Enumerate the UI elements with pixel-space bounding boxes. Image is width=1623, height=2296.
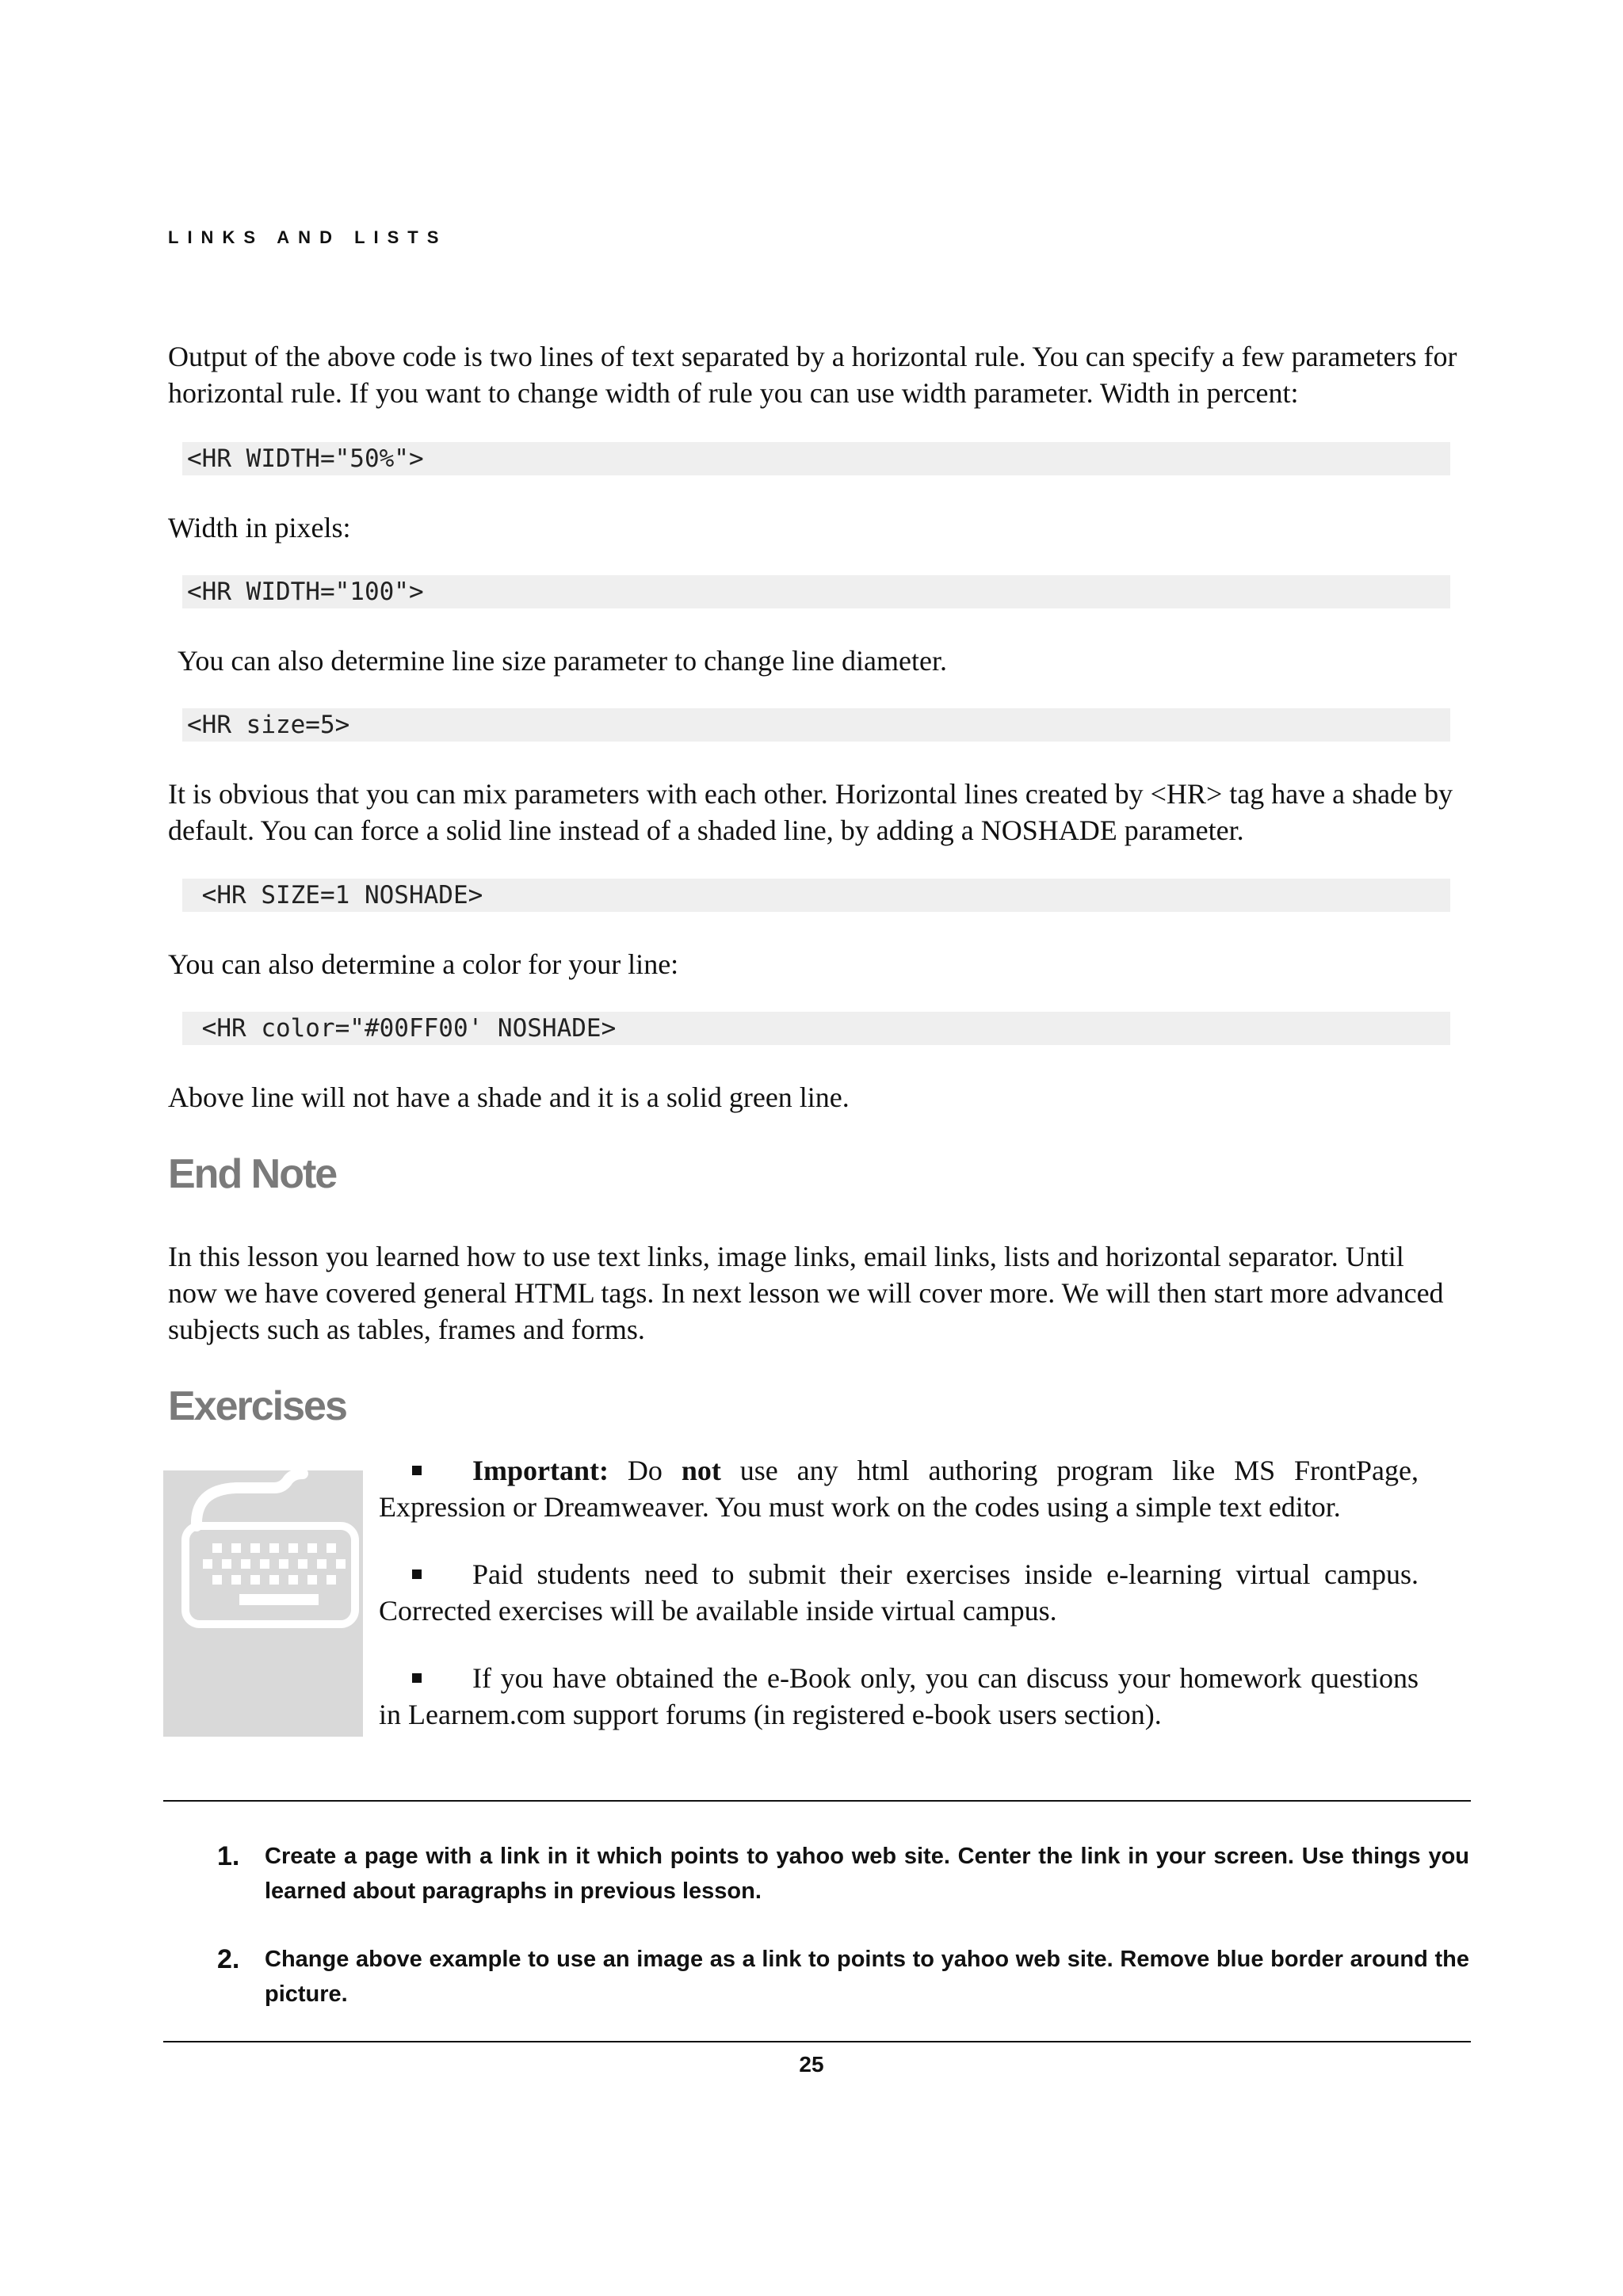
important-label: Important: [472, 1455, 609, 1486]
exercise-number: 2. [217, 1944, 240, 1974]
important-text-pre: Do [608, 1455, 682, 1486]
code-snippet-color: <HR color="#00FF00' NOSHADE> [182, 1012, 1450, 1045]
exercise-number: 1. [217, 1841, 240, 1871]
important-text-rest: use any html authoring program like MS FrontPage, Expression or Dreamweaver. You must work on the codes using a simple text editor. [379, 1455, 1419, 1523]
exercise-note-paid-students [379, 1556, 1419, 1629]
exercises-top-divider [163, 1800, 1471, 1802]
exercise-item [217, 1942, 1469, 2012]
exercise-note-ebook [379, 1660, 1419, 1733]
exercise-item [217, 1839, 1469, 1909]
code-snippet-noshade: <HR SIZE=1 NOSHADE> [182, 879, 1450, 912]
exercise-note-important [379, 1452, 1419, 1525]
exercise-text: Change above example to use an image as a link to points to yahoo web site. Remove blue border around the picture. [265, 1947, 1469, 2007]
code-snippet-width-pixels: <HR WIDTH="100"> [182, 575, 1450, 608]
paragraph-green-line: Above line will not have a shade and it is a solid green line. [168, 1081, 850, 1113]
keyboard-icon [163, 1470, 363, 1737]
bullet-text: If you have obtained the e-Book only, you can discuss your homework questions in Learnem.com support forums (in registered e-book users section). [379, 1662, 1419, 1730]
paragraph-line-size: You can also determine line size parameter to change line diameter. [178, 645, 947, 677]
bullet-square-icon [412, 1673, 422, 1683]
code-snippet-size: <HR size=5> [182, 708, 1450, 742]
bullet-square-icon [412, 1466, 422, 1475]
paragraph-hr-intro: Output of the above code is two lines of text separated by a horizontal rule. You can specify a few parameters for horizontal rule. If you want to change width of rule you can use width parameter. Width in percent: [168, 341, 1457, 409]
end-note-text: In this lesson you learned how to use text links, image links, email links, lists and horizontal separator. Until now we have covered general HTML tags. In next lesson we will cover more. We will then start more advanced subjects such as tables, frames and forms. [168, 1241, 1444, 1345]
page-number: 25 [799, 2052, 824, 2077]
important-emphasis: not [681, 1455, 721, 1486]
end-note-heading: End Note [168, 1151, 337, 1197]
exercise-text: Create a page with a link in it which points to yahoo web site. Center the link in your screen. Use things you learned about paragraphs in previous lesson. [265, 1844, 1469, 1904]
bullet-square-icon [412, 1569, 422, 1579]
bullet-text: Paid students need to submit their exercises inside e-learning virtual campus. Corrected exercises will be available inside virtual campus. [379, 1558, 1419, 1627]
running-header: LINKS AND LISTS [168, 227, 448, 247]
paragraph-width-pixels: Width in pixels: [168, 512, 351, 543]
footer-divider [163, 2041, 1471, 2042]
paragraph-noshade: It is obvious that you can mix parameters with each other. Horizontal lines created by <HR> tag have a shade by default. You can force a solid line instead of a shaded line, by adding a NOSHADE parameter. [168, 778, 1453, 846]
paragraph-color: You can also determine a color for your line: [168, 948, 679, 980]
exercises-heading: Exercises [168, 1383, 346, 1429]
code-snippet-width-percent: <HR WIDTH="50%"> [182, 442, 1450, 475]
